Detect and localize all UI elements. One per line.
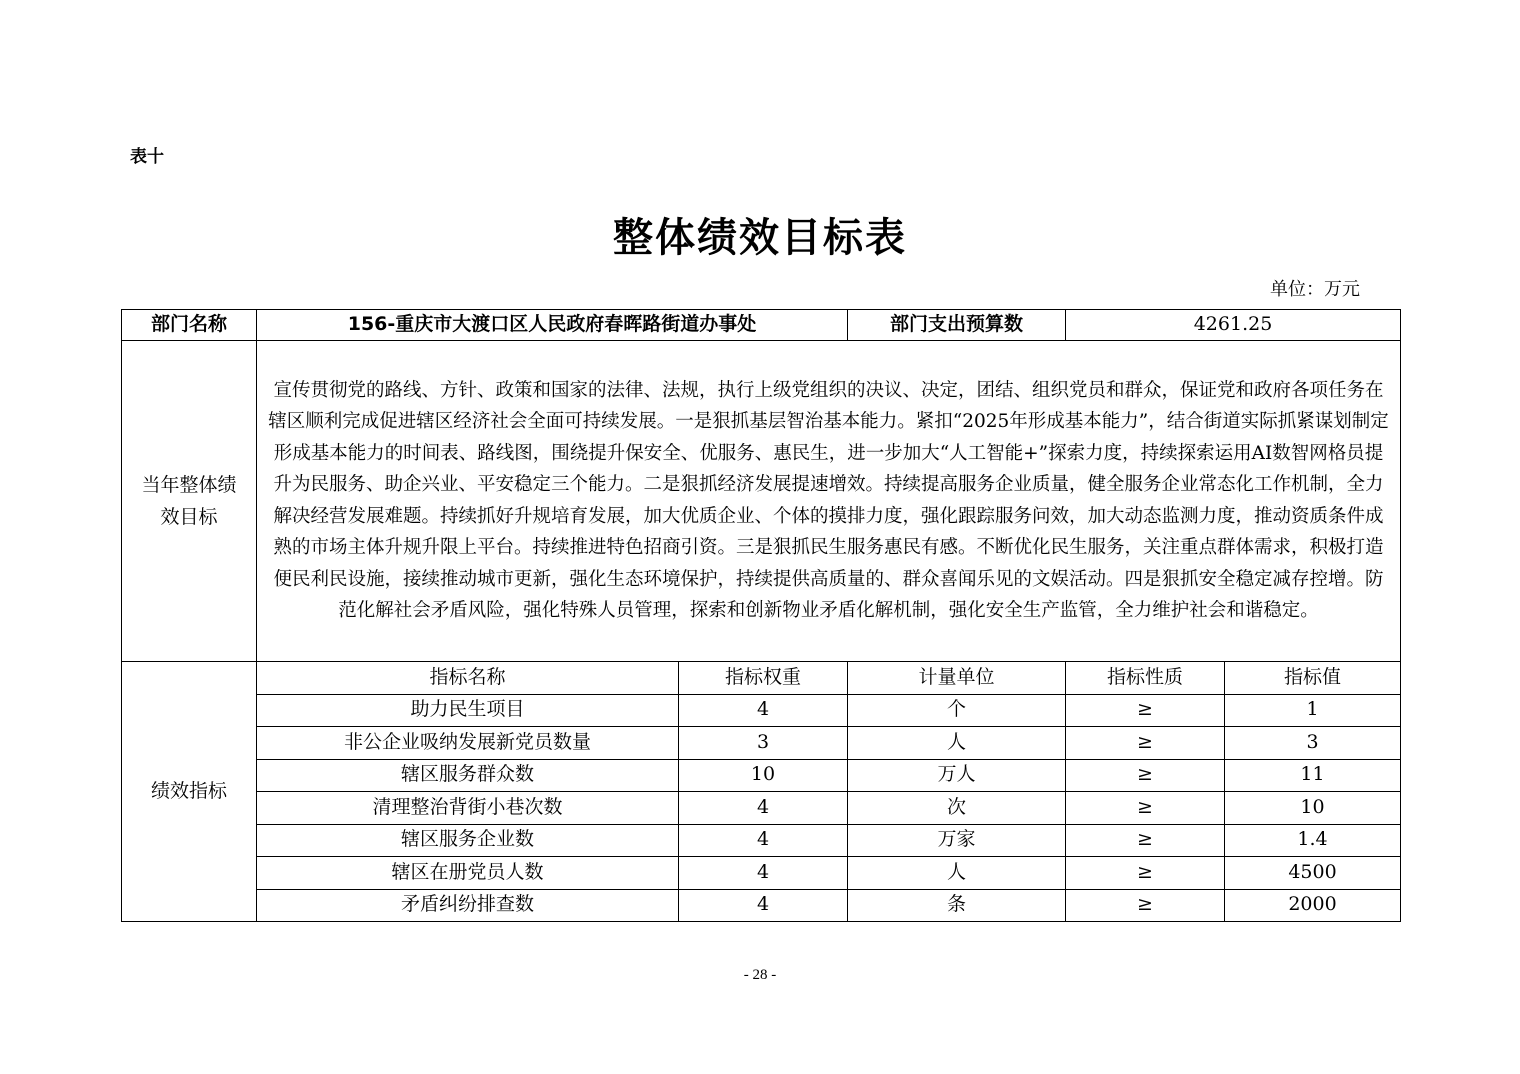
indicators-label: 绩效指标	[122, 662, 257, 922]
table-row	[122, 792, 1401, 825]
indicator-name: 清理整治背街小巷次数	[257, 792, 679, 825]
table-row	[122, 824, 1401, 857]
table-row	[122, 694, 1401, 727]
annual-goal-row	[122, 341, 1401, 662]
indicator-name: 辖区在册党员人数	[257, 857, 679, 890]
indicator-unit: 人	[848, 727, 1066, 760]
indicator-name: 辖区服务群众数	[257, 759, 679, 792]
annual-goal-label-text: 当年整体绩效目标	[141, 474, 237, 528]
indicator-name: 矛盾纠纷排查数	[257, 889, 679, 922]
column-header: 指标值	[1225, 662, 1401, 695]
table-row	[122, 889, 1401, 922]
page-number: - 28 -	[743, 967, 777, 983]
indicator-weight: 10	[679, 759, 848, 792]
unit-note: 单位：万元	[1270, 279, 1360, 300]
performance-goal-table	[121, 309, 1401, 922]
dept-name-label: 部门名称	[122, 310, 257, 341]
department-header-row	[122, 310, 1401, 341]
indicator-nature: ≥	[1066, 759, 1225, 792]
indicator-name: 助力民生项目	[257, 694, 679, 727]
indicator-header-row	[122, 662, 1401, 695]
indicator-value: 10	[1225, 792, 1401, 825]
table-row	[122, 759, 1401, 792]
indicator-nature: ≥	[1066, 792, 1225, 825]
annual-goal-label	[122, 341, 257, 662]
indicator-unit: 万家	[848, 824, 1066, 857]
indicator-weight: 4	[679, 824, 848, 857]
indicator-value: 4500	[1225, 857, 1401, 890]
indicator-name: 辖区服务企业数	[257, 824, 679, 857]
indicator-nature: ≥	[1066, 857, 1225, 890]
page-title: 整体绩效目标表	[613, 214, 907, 261]
column-header: 计量单位	[848, 662, 1066, 695]
indicator-weight: 4	[679, 889, 848, 922]
indicator-weight: 4	[679, 694, 848, 727]
column-header: 指标名称	[257, 662, 679, 695]
table-number-label: 表十	[130, 147, 164, 167]
indicator-value: 11	[1225, 759, 1401, 792]
annual-goal-text: 宣传贯彻党的路线、方针、政策和国家的法律、法规，执行上级党组织的决议、决定，团结、组织党员和群众，保证党和政府各项任务在辖区顺利完成促进辖区经济社会全面可持续发展。一是狠抓基层智治基本能力。紧扣“2025年形成基本能力”，结合街道实际抓紧谋划制定形成基本能力的时间表、路线图，围绕提升保安全、优服务、惠民生，进一步加大“人工智能+”探索力度，持续探索运用AI数智网格员提升为民服务、助企兴业、平安稳定三个能力。二是狠抓经济发展提速增效。持续提高服务企业质量，健全服务企业常态化工作机制，全力解决经营发展难题。持续抓好升规培育发展，加大优质企业、个体的摸排力度，强化跟踪服务问效，加大动态监测力度，推动资质条件成熟的市场主体升规升限上平台。持续推进特色招商引资。三是狠抓民生服务惠民有感。不断优化民生服务，关注重点群体需求，积极打造便民利民设施，接续推动城市更新，强化生态环境保护，持续提供高质量的、群众喜闻乐见的文娱活动。四是狠抓安全稳定减存控增。防范化解社会矛盾风险，强化特殊人员管理，探索和创新物业矛盾化解机制，强化安全生产监管，全力维护社会和谐稳定。	[257, 341, 1401, 662]
dept-name-value: 156-重庆市大渡口区人民政府春晖路街道办事处	[257, 310, 848, 341]
indicator-unit: 次	[848, 792, 1066, 825]
budget-value: 4261.25	[1066, 310, 1401, 341]
column-header: 指标权重	[679, 662, 848, 695]
indicator-unit: 万人	[848, 759, 1066, 792]
table-row	[122, 857, 1401, 890]
indicator-unit: 条	[848, 889, 1066, 922]
indicator-unit: 人	[848, 857, 1066, 890]
indicator-nature: ≥	[1066, 694, 1225, 727]
indicator-value: 1.4	[1225, 824, 1401, 857]
indicator-value: 2000	[1225, 889, 1401, 922]
column-header: 指标性质	[1066, 662, 1225, 695]
indicator-nature: ≥	[1066, 824, 1225, 857]
indicator-value: 3	[1225, 727, 1401, 760]
table-row	[122, 727, 1401, 760]
indicator-weight: 3	[679, 727, 848, 760]
budget-label: 部门支出预算数	[848, 310, 1066, 341]
indicator-unit: 个	[848, 694, 1066, 727]
indicator-value: 1	[1225, 694, 1401, 727]
indicator-weight: 4	[679, 792, 848, 825]
indicator-weight: 4	[679, 857, 848, 890]
indicator-name: 非公企业吸纳发展新党员数量	[257, 727, 679, 760]
indicator-nature: ≥	[1066, 889, 1225, 922]
indicator-nature: ≥	[1066, 727, 1225, 760]
